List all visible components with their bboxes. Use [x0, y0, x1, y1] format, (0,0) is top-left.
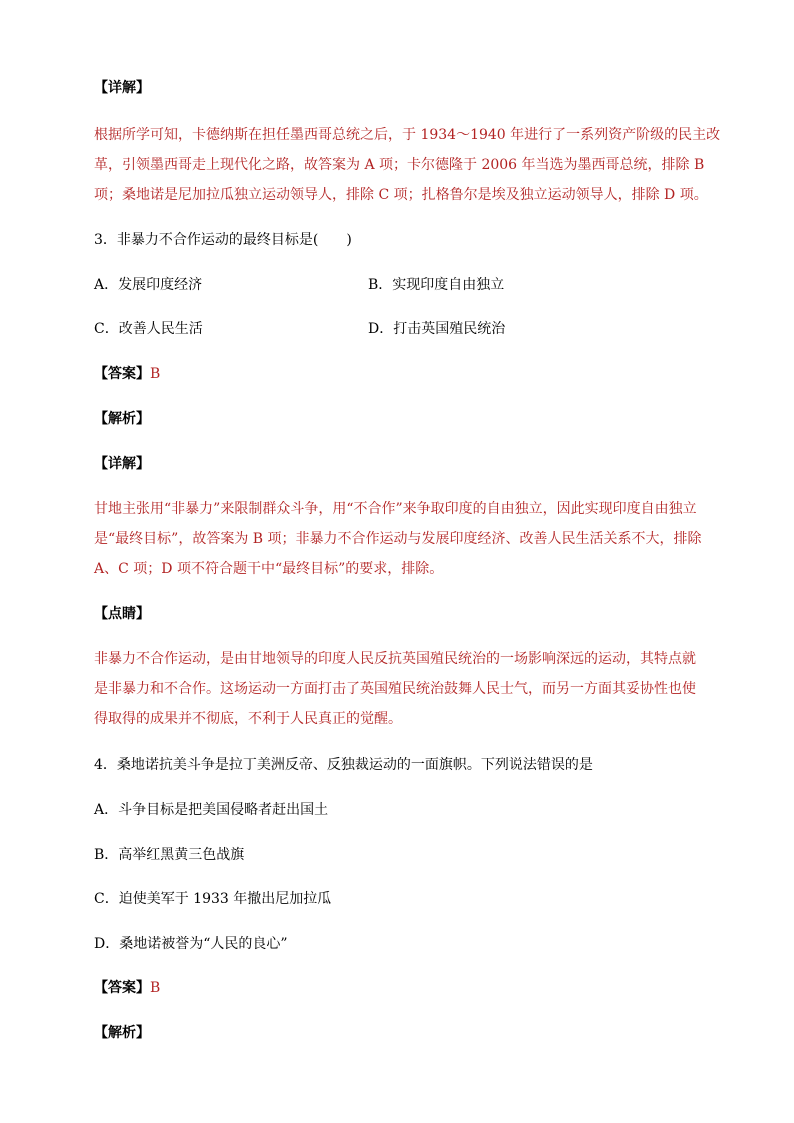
- question-4-answer: [94, 978, 160, 998]
- note-heading: 【点睛】: [94, 606, 150, 622]
- note-line-1: 非暴力不合作运动，是由甘地领导的印度人民反抗英国殖民统治的一场影响深远的运动，其特点就: [94, 651, 696, 667]
- analysis-heading: 【解析】: [94, 411, 150, 427]
- question-3-option-b: B．实现印度自由独立: [368, 277, 505, 293]
- detail-line-2: 是“最终目标”，故答案为 B 项；非暴力不合作运动与发展印度经济、改善人民生活关系不大，排除: [94, 531, 702, 547]
- detail-line-2: 革，引领墨西哥走上现代化之路，故答案为 A 项；卡尔德隆于 2006 年当选为墨西哥总统，排除 B: [94, 157, 705, 173]
- question-4-option-a: A．斗争目标是把美国侵略者赶出国土: [94, 802, 329, 818]
- detail-heading: 【详解】: [94, 80, 150, 96]
- question-4-option-c: C．迫使美军于 1933 年撤出尼加拉瓜: [94, 891, 332, 907]
- detail-line-3: 项；桑地诺是尼加拉瓜独立运动领导人，排除 C 项；扎格鲁尔是埃及独立运动领导人，排除 D 项。: [94, 187, 708, 203]
- note-line-2: 是非暴力和不合作。这场运动一方面打击了英国殖民统治鼓舞人民士气，而另一方面其妥协性也使: [94, 681, 696, 697]
- analysis-heading: 【解析】: [94, 1025, 150, 1041]
- question-3-option-d: D．打击英国殖民统治: [368, 321, 506, 337]
- detail-heading: 【详解】: [94, 456, 150, 472]
- detail-line-1: 根据所学可知，卡德纳斯在担任墨西哥总统之后，于 1934～1940 年进行了一系列资产阶级的民主改: [94, 127, 721, 143]
- detail-line-1: 甘地主张用“非暴力”来限制群众斗争，用“不合作”来争取印度的自由独立，因此实现印度自由独立: [94, 501, 697, 517]
- question-3-stem: 3．非暴力不合作运动的最终目标是( ): [94, 232, 352, 248]
- question-4-stem: 4．桑地诺抗美斗争是拉丁美洲反帝、反独裁运动的一面旗帜。下列说法错误的是: [94, 757, 593, 773]
- detail-line-3: A、C 项；D 项不符合题干中“最终目标”的要求，排除。: [94, 561, 444, 577]
- answer-value: B: [150, 980, 161, 996]
- question-3-option-a: A．发展印度经济: [94, 277, 203, 293]
- answer-tag: 【答案】: [94, 366, 150, 382]
- question-4-option-d: D．桑地诺被誉为“人民的良心”: [94, 936, 288, 952]
- question-4-option-b: B．高举红黑黄三色战旗: [94, 847, 245, 863]
- answer-tag: 【答案】: [94, 980, 150, 996]
- note-line-3: 得取得的成果并不彻底，不利于人民真正的觉醒。: [94, 711, 402, 727]
- question-3-option-c: C．改善人民生活: [94, 321, 203, 337]
- question-3-answer: [94, 364, 160, 384]
- answer-value: B: [150, 366, 161, 382]
